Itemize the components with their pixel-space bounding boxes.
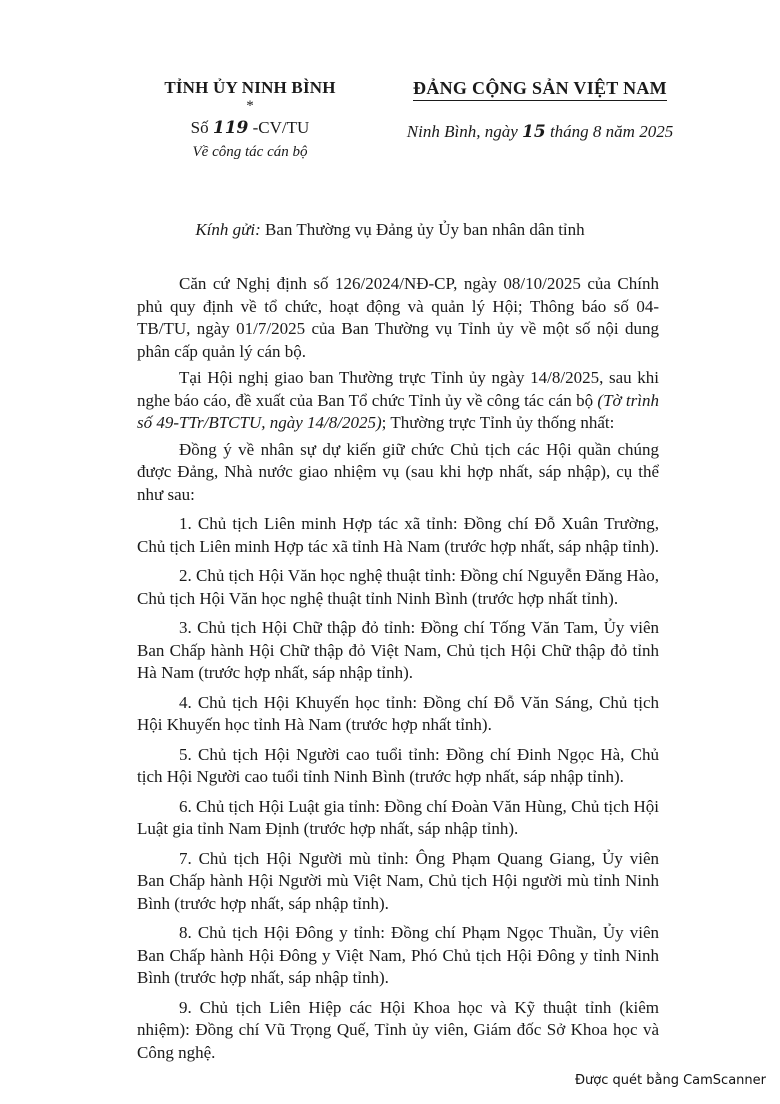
scanner-watermark: Được quét bằng CamScanner xyxy=(574,1073,766,1088)
paragraph-agreement: Đồng ý về nhân sự dự kiến giữ chức Chủ tịch các Hội quần chúng được Đảng, Nhà nước giao nhiệm vụ (sau khi hợp nhất, sáp nhập), cụ thể như sau: xyxy=(137,439,659,504)
party-name: ĐẢNG CỘNG SẢN VIỆT NAM xyxy=(413,78,667,101)
document-number xyxy=(150,118,350,138)
recipient-label: Kính gửi: xyxy=(195,220,261,239)
place-date xyxy=(395,122,685,142)
list-item: 6. Chủ tịch Hội Luật gia tỉnh: Đồng chí Đoàn Văn Hùng, Chủ tịch Hội Luật gia tỉnh Nam Định (trước hợp nhất, sáp nhập tỉnh). xyxy=(137,796,659,838)
list-item: 7. Chủ tịch Hội Người mù tỉnh: Ông Phạm Quang Giang, Ủy viên Ban Chấp hành Hội Người mù Việt Nam, Chủ tịch Hội người mù tỉnh Ninh Bình (trước hợp nhất, sáp nhập tỉnh). xyxy=(137,848,659,913)
issuer-organization: TỈNH ỦY NINH BÌNH xyxy=(164,78,336,97)
issuer-block xyxy=(150,78,350,161)
list-item: 3. Chủ tịch Hội Chữ thập đỏ tỉnh: Đồng chí Tống Văn Tam, Ủy viên Ban Chấp hành Hội Chữ thập đỏ Việt Nam, Chủ tịch Hội Chữ thập đỏ tỉnh Hà Nam (trước hợp nhất, sáp nhập tỉnh). xyxy=(137,618,659,682)
party-block xyxy=(395,78,685,142)
paragraph-legal-basis: Căn cứ Nghị định số 126/2024/NĐ-CP, ngày 08/10/2025 của Chính phủ quy định về tổ chức, hoạt động và quản lý Hội; Thông báo số 04-TB/TU, ngày 01/7/2025 của Ban Thường vụ Tỉnh ủy về một số nội dung phân cấp quản lý cán bộ. xyxy=(137,274,659,361)
list-item: 8. Chủ tịch Hội Đông y tỉnh: Đồng chí Phạm Ngọc Thuần, Ủy viên Ban Chấp hành Hội Đông y Việt Nam, Phó Chủ tịch Hội Đông y tỉnh Ninh Bình (trước hợp nhất, sáp nhập tỉnh). xyxy=(137,923,659,987)
place-date-suffix: tháng 8 năm 2025 xyxy=(545,122,674,141)
day-handwritten: 15 xyxy=(522,122,546,142)
list-item: 2. Chủ tịch Hội Văn học nghệ thuật tỉnh: Đồng chí Nguyễn Đăng Hào, Chủ tịch Hội Văn học nghệ thuật tỉnh Ninh Bình (trước hợp nhất tỉnh). xyxy=(137,566,659,608)
list-item: 1. Chủ tịch Liên minh Hợp tác xã tỉnh: Đồng chí Đỗ Xuân Trường, Chủ tịch Liên minh Hợp tác xã tỉnh Hà Nam (trước hợp nhất, sáp nhập tỉnh). xyxy=(137,514,659,556)
paragraph-meeting xyxy=(137,367,659,435)
list-item: 9. Chủ tịch Liên Hiệp các Hội Khoa học và Kỹ thuật tỉnh (kiêm nhiệm): Đồng chí Vũ Trọng Quế, Tỉnh ủy viên, Giám đốc Sở Khoa học và Công nghệ. xyxy=(137,997,659,1062)
document-body xyxy=(137,273,659,1071)
recipient-text: Ban Thường vụ Đảng ủy Ủy ban nhân dân tỉnh xyxy=(260,220,585,239)
recipient-line xyxy=(0,220,780,240)
star-divider: * xyxy=(246,98,254,114)
paragraph-meeting-reference: (Tờ trình số 49-TTr/BTCTU, ngày 14/8/2025) xyxy=(137,390,659,432)
place-date-prefix: Ninh Bình, ngày xyxy=(406,122,523,141)
list-item: 5. Chủ tịch Hội Người cao tuổi tỉnh: Đồng chí Đinh Ngọc Hà, Chủ tịch Hội Người cao tuổi tỉnh Ninh Bình (trước hợp nhất, sáp nhập tỉnh). xyxy=(137,744,659,786)
document-number-suffix: -CV/TU xyxy=(248,118,310,137)
list-item: 4. Chủ tịch Hội Khuyến học tỉnh: Đồng chí Đỗ Văn Sáng, Chủ tịch Hội Khuyến học tỉnh Hà Nam (trước hợp nhất tỉnh). xyxy=(137,692,659,734)
paragraph-meeting-text-a: Tại Hội nghị giao ban Thường trực Tỉnh ủy ngày 14/8/2025, sau khi nghe báo cáo, đề xuất của Ban Tổ chức Tỉnh ủy về công tác cán bộ xyxy=(137,368,659,410)
paragraph-meeting-text-b: ; Thường trực Tỉnh ủy thống nhất: xyxy=(381,413,615,432)
document-subject: Về công tác cán bộ xyxy=(192,144,308,160)
document-number-prefix: Số xyxy=(190,118,213,137)
document-number-handwritten: 119 xyxy=(212,118,249,138)
